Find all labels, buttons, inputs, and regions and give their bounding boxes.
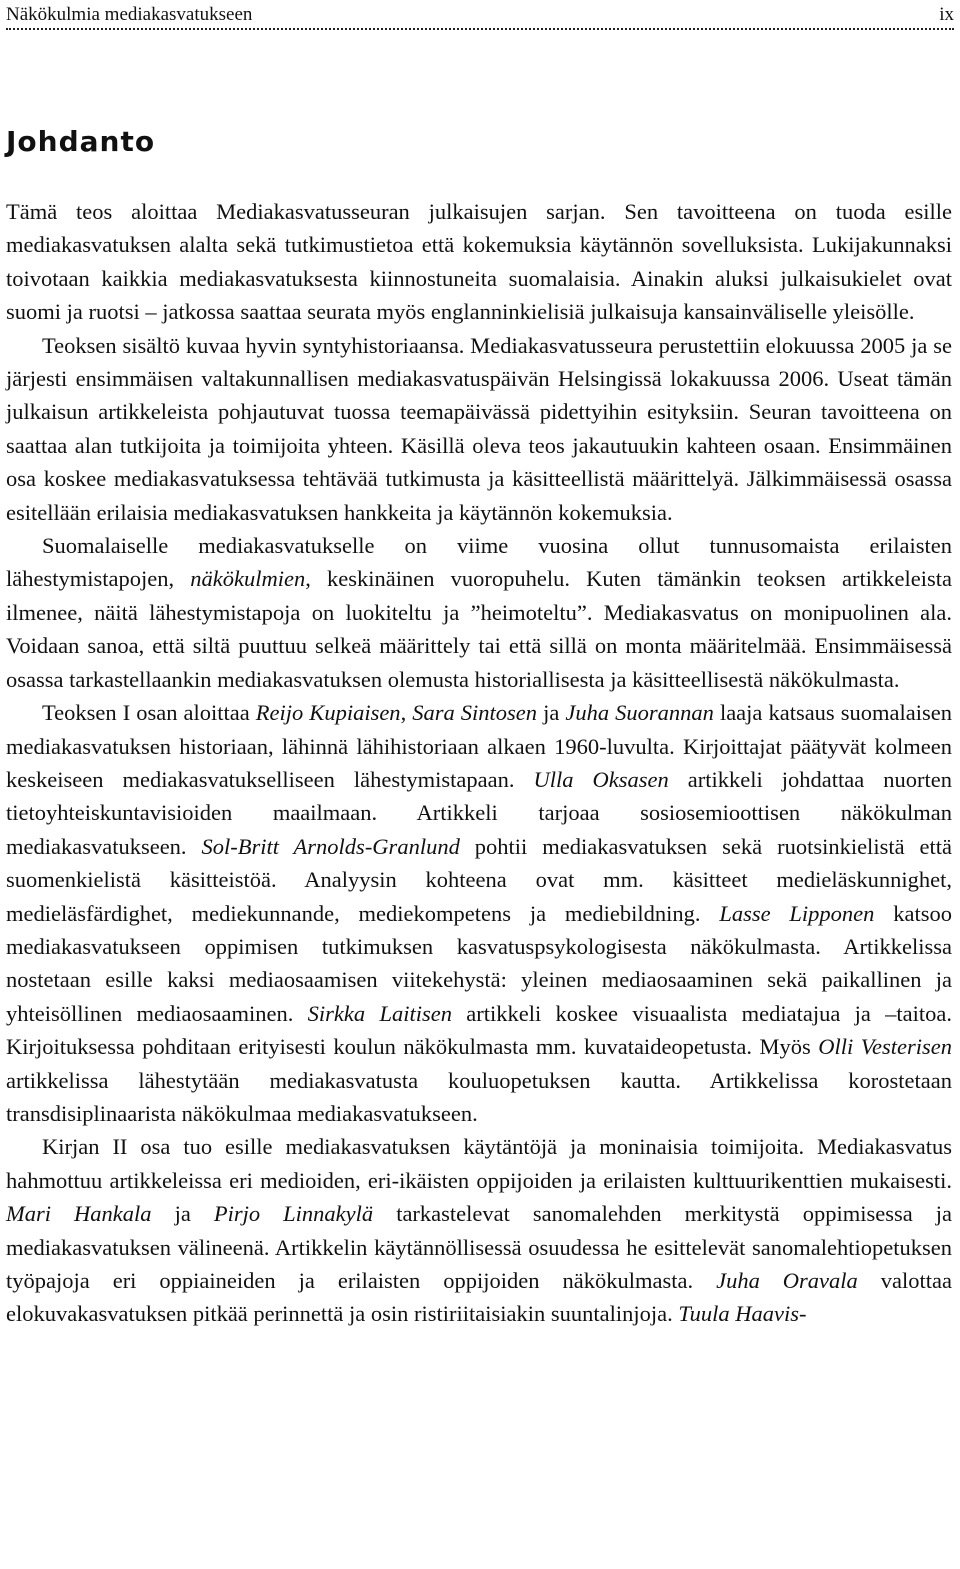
paragraph-text: valottaa elokuvakasvatuksen pitkää perinnettä ja osin ristiriitaisiakin suuntalinjoja.: [6, 1268, 952, 1327]
italic-name: Mari Hankala: [6, 1201, 152, 1227]
paragraph-text: pohtii mediakasvatuksen sekä ruotsinkielistä että suomenkielistä käsitteistöä. Analyysin kohteena ovat mm. käsitteet medieläskunnighet, medieläsfärdighet, mediekunnande, mediekompetens ja mediebildning.: [6, 833, 952, 926]
italic-name: Sirkka Laitisen: [307, 1000, 452, 1026]
paragraph: [6, 529, 952, 696]
paragraph-text: Teoksen I osan aloittaa: [42, 700, 256, 726]
italic-name: Pirjo Linnakylä: [213, 1201, 374, 1227]
paragraph-text: Teoksen sisältö kuvaa hyvin syntyhistoriaansa. Mediakasvatusseura perustettiin elokuussa 2005 ja se järjesti ensimmäisen valtakunnallisen mediakasvatuspäivän Helsingissä lokakuussa 2006. Useat tämän julkaisun artikkeleista pohjautuvat tuossa teemapäivässä pidettyihin esityksiin. Seuran tavoitteena on saattaa alan tutkijoita ja toimijoita yhteen. Käsillä oleva teos jakautuukin kahteen osaan. Ensimmäinen osa koskee mediakasvatuksessa tehtävää tutkimusta ja käsitteellistä määrittelyä. Jälkimmäisessä osassa esitellään erilaisia mediakasvatuksen hankkeita ja käytännön kokemuksia.: [6, 332, 952, 525]
paragraph-text: , keskinäinen vuoropuhelu. Kuten tämänkin teoksen artikkeleista ilmenee, näitä lähestymistapoja on luokiteltu ja ”heimoteltu”. Mediakasvatus on monipuolinen ala. Voidaan sanoa, että siltä puuttuu selkeä määrittely tai että sillä on monta määritelmää. Ensimmäisessä osassa tarkastellaankin mediakasvatuksen olemusta historiallisesta ja käsitteellisestä näkökulmasta.: [6, 566, 952, 692]
paragraph: [6, 696, 952, 1130]
italic-name: Ulla Oksasen: [533, 766, 669, 792]
paragraph: [6, 329, 952, 529]
italic-name: Lasse Lipponen: [719, 900, 875, 926]
paragraph-text: ,: [400, 700, 413, 726]
running-header: [6, 0, 954, 30]
paragraph-text: Suomalaiselle mediakasvatukselle on viime vuosina ollut tunnusomaista erilaisten lähestymistapojen,: [6, 533, 952, 592]
italic-name: Sol-Britt Arnolds-Granlund: [201, 833, 460, 859]
italic-name: Juha Oravala: [716, 1268, 858, 1293]
italic-name: näkökulmien: [190, 566, 306, 592]
italic-name: Juha Suorannan: [565, 700, 714, 726]
italic-name: Sara Sintosen: [412, 700, 538, 726]
paragraph-text: Tämä teos aloittaa Mediakasvatusseuran julkaisujen sarjan. Sen tavoitteena on tuoda esille mediakasvatuksen alalta sekä tutkimustietoa että kokemuksia käytännön sovelluksista. Lukijakunnaksi toivotaan kaikkia mediakasvatuksesta kiinnostuneita suomalaisia. Ainakin aluksi julkaisukielet ovat suomi ja ruotsi – jatkossa saattaa seurata myös englanninkielisiä julkaisuja kansainväliselle yleisölle.: [6, 199, 952, 325]
paragraph-text: Kirjan II osa tuo esille mediakasvatuksen käytäntöjä ja moninaisia toimijoita. Mediakasvatus hahmottuu artikkeleissa eri medioiden, eri-ikäisten oppijoiden ja erilaisten kulttuurikenttien mukaisesti.: [6, 1134, 952, 1193]
paragraph-text: artikkeli johdattaa nuorten tietoyhteiskuntavisioiden maailmaan. Artikkeli tarjoaa sosiosemioottisen näkökulman mediakasvatukseen.: [6, 766, 952, 859]
paragraph-text: artikkelissa lähestytään mediakasvatusta kouluopetuksen kautta. Artikkelissa korostetaan transdisiplinaarista näkökulmaa mediakasvatukseen.: [6, 1067, 952, 1126]
italic-name: Reijo Kupiaisen: [255, 700, 401, 726]
chapter-title: Johdanto: [6, 125, 156, 158]
paragraph-text: ja: [151, 1201, 214, 1227]
paragraph-text: laaja katsaus suomalaisen mediakasvatuksen historiaan, lähinnä lähihistoriaan alkaen 1960-luvulta. Kirjoittajat päätyvät kolmeen keskeiseen mediakasvatukselliseen lähestymistapaan.: [6, 700, 952, 792]
paragraph: [6, 195, 952, 329]
italic-name: Tuula Haavis-: [678, 1301, 807, 1327]
running-title: Näkökulmia mediakasvatukseen: [6, 4, 253, 25]
italic-name: Olli Vesterisen: [818, 1034, 952, 1060]
page-number: ix: [939, 4, 954, 25]
paragraph-text: ja: [537, 700, 566, 726]
paragraph-text: artikkeli koskee visuaalista mediatajua ja –taitoa. Kirjoituksessa pohditaan erityisesti koulun näkökulmasta mm. kuvataideopetusta. Myös: [6, 1000, 952, 1060]
paragraph: [6, 1130, 952, 1330]
paragraph-text: tarkastelevat sanomalehden merkitystä oppimisessa ja mediakasvatuksen välineenä. Artikkelin käytännöllisessä osuudessa he esittelevät sanomalehtiopetuksen työpajoja eri oppiaineiden ja erilaisten oppijoiden näkökulmasta.: [6, 1201, 952, 1293]
body-text: [6, 195, 952, 1331]
paragraph-text: katsoo mediakasvatukseen oppimisen tutkimuksen kasvatuspsykologisesta näkökulmasta. Artikkelissa nostetaan esille kaksi mediaosaamisen viitekehystä: yleinen mediaosaaminen sekä paikallinen ja yhteisöllinen mediaosaaminen.: [6, 900, 952, 1026]
